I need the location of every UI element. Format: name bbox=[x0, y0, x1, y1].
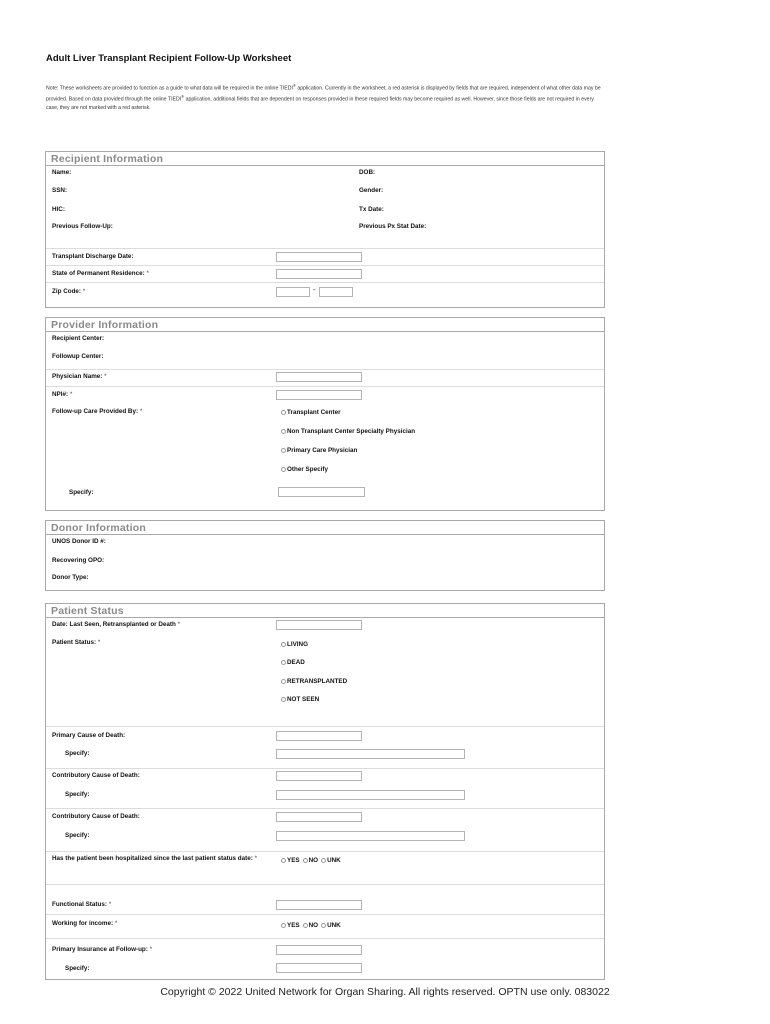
hospitalized-no[interactable] bbox=[303, 857, 318, 864]
primary-insurance-label bbox=[52, 946, 152, 953]
option-label: NO bbox=[308, 922, 319, 929]
registered-mark: ® bbox=[181, 94, 185, 100]
radio-circle-icon[interactable] bbox=[281, 858, 286, 863]
contributory-cause-2-label: Contributory Cause of Death: bbox=[52, 813, 140, 820]
option-label: UNK bbox=[327, 857, 341, 864]
note-text-1: Note: These worksheets are provided to function as a guide to what data will be required in the online TIEDI bbox=[46, 85, 293, 92]
npi-label bbox=[52, 391, 72, 398]
required-mark: * bbox=[114, 920, 118, 927]
registered-mark: ® bbox=[292, 83, 296, 88]
section-title: Patient Status bbox=[51, 605, 124, 617]
patient-status-label bbox=[52, 639, 100, 646]
hospitalized-options bbox=[281, 857, 344, 864]
care-option-primary-care[interactable] bbox=[281, 447, 357, 454]
state-residence-text: State of Permanent Residence: bbox=[52, 270, 145, 277]
section-divider bbox=[46, 534, 604, 535]
radio-circle-icon[interactable] bbox=[281, 660, 286, 665]
patient-status-text: Patient Status: bbox=[52, 639, 97, 646]
ssn-label: SSN: bbox=[52, 187, 68, 194]
contributory-cause-1-label: Contributory Cause of Death: bbox=[52, 772, 140, 779]
specify-label: Specify: bbox=[69, 489, 94, 496]
radio-circle-icon[interactable] bbox=[281, 448, 286, 453]
row-divider bbox=[46, 768, 604, 769]
required-mark: * bbox=[82, 288, 86, 295]
unos-donor-id-label: UNOS Donor ID #: bbox=[52, 538, 106, 545]
worksheet-note bbox=[46, 82, 606, 112]
functional-status-label bbox=[52, 901, 111, 908]
primary-insurance-specify-input[interactable] bbox=[276, 963, 362, 973]
section-divider bbox=[46, 617, 604, 618]
functional-status-input[interactable] bbox=[276, 900, 362, 910]
row-divider bbox=[46, 265, 604, 266]
row-divider bbox=[46, 938, 604, 939]
date-last-seen-input[interactable] bbox=[276, 620, 362, 630]
dob-label: DOB: bbox=[359, 169, 376, 176]
option-label: YES bbox=[287, 857, 300, 864]
radio-circle-icon[interactable] bbox=[303, 923, 308, 928]
required-mark: * bbox=[149, 946, 153, 953]
hospitalized-label bbox=[52, 855, 267, 863]
row-divider bbox=[46, 369, 604, 370]
working-income-text: Working for income: bbox=[52, 920, 114, 927]
row-divider bbox=[46, 808, 604, 809]
specify-label: Specify: bbox=[65, 832, 90, 839]
working-unk[interactable] bbox=[321, 922, 341, 929]
primary-cause-input[interactable] bbox=[276, 731, 362, 741]
radio-circle-icon[interactable] bbox=[281, 697, 286, 702]
row-divider bbox=[46, 726, 604, 727]
npi-text: NPI#: bbox=[52, 391, 69, 398]
contributory-cause-2-input[interactable] bbox=[276, 812, 362, 822]
working-income-options bbox=[281, 922, 344, 929]
name-label: Name: bbox=[52, 169, 72, 176]
copyright-footer: Copyright © 2022 United Network for Organ Sharing. All rights reserved. OPTN use only. 083022 bbox=[160, 986, 610, 998]
gender-label: Gender: bbox=[359, 187, 384, 194]
radio-circle-icon[interactable] bbox=[281, 679, 286, 684]
contributory-cause-1-input[interactable] bbox=[276, 771, 362, 781]
care-option-specialty-physician[interactable] bbox=[281, 428, 415, 435]
required-mark: * bbox=[108, 901, 112, 908]
section-divider bbox=[46, 165, 604, 166]
hic-label: HIC: bbox=[52, 206, 65, 213]
primary-insurance-input[interactable] bbox=[276, 945, 362, 955]
state-residence-input[interactable] bbox=[276, 269, 362, 279]
page-title: Adult Liver Transplant Recipient Follow-Up Worksheet bbox=[46, 53, 292, 64]
zip-extension-input[interactable] bbox=[319, 287, 353, 297]
donor-information-section bbox=[45, 520, 605, 591]
status-option-not-seen[interactable] bbox=[281, 696, 319, 703]
care-option-other[interactable] bbox=[281, 466, 328, 473]
radio-circle-icon[interactable] bbox=[321, 858, 326, 863]
patient-status-section bbox=[45, 603, 605, 980]
radio-circle-icon[interactable] bbox=[281, 923, 286, 928]
section-title: Donor Information bbox=[51, 522, 146, 534]
followup-center-label: Followup Center: bbox=[52, 353, 104, 360]
functional-status-text: Functional Status: bbox=[52, 901, 107, 908]
option-label: NOT SEEN bbox=[287, 696, 320, 703]
recipient-center-label: Recipient Center: bbox=[52, 335, 105, 342]
radio-circle-icon[interactable] bbox=[281, 467, 286, 472]
required-mark: * bbox=[104, 373, 107, 380]
status-option-dead[interactable] bbox=[281, 659, 305, 666]
care-option-transplant-center[interactable] bbox=[281, 409, 341, 416]
radio-circle-icon[interactable] bbox=[281, 429, 286, 434]
care-provided-by-text: Follow-up Care Provided By: bbox=[52, 408, 139, 415]
previous-followup-label: Previous Follow-Up: bbox=[52, 223, 113, 230]
option-label: UNK bbox=[327, 922, 341, 929]
physician-name-input[interactable] bbox=[276, 372, 362, 382]
option-label: DEAD bbox=[287, 659, 305, 666]
radio-circle-icon[interactable] bbox=[281, 410, 286, 415]
specify-label: Specify: bbox=[65, 791, 90, 798]
hospitalized-yes[interactable] bbox=[281, 857, 300, 864]
radio-circle-icon[interactable] bbox=[303, 858, 308, 863]
radio-circle-icon[interactable] bbox=[281, 642, 286, 647]
hospitalized-unk[interactable] bbox=[321, 857, 341, 864]
primary-cause-specify-input[interactable] bbox=[276, 749, 465, 759]
option-label: YES bbox=[287, 922, 300, 929]
state-residence-label bbox=[52, 270, 149, 277]
hospitalized-text: Has the patient been hospitalized since the last patient status date: bbox=[52, 855, 253, 862]
section-title: Provider Information bbox=[51, 319, 159, 331]
row-divider bbox=[46, 248, 604, 249]
provider-information-section bbox=[45, 317, 605, 511]
npi-input[interactable] bbox=[276, 390, 362, 400]
radio-circle-icon[interactable] bbox=[321, 923, 326, 928]
option-label: Primary Care Physician bbox=[287, 447, 358, 454]
required-mark: * bbox=[146, 270, 149, 277]
required-mark: * bbox=[139, 408, 143, 415]
previous-px-stat-date-label: Previous Px Stat Date: bbox=[359, 223, 427, 230]
care-provided-by-label bbox=[52, 408, 142, 415]
zip-code-input[interactable] bbox=[276, 287, 310, 297]
option-label: Non Transplant Center Specialty Physician bbox=[287, 428, 416, 435]
discharge-date-input[interactable] bbox=[276, 252, 362, 262]
option-label: LIVING bbox=[287, 641, 308, 648]
tx-date-label: Tx Date: bbox=[359, 206, 384, 213]
section-divider bbox=[46, 331, 604, 332]
required-mark: * bbox=[254, 855, 258, 862]
required-mark: * bbox=[69, 391, 73, 398]
note-text-2: application. Currently in the worksheet, a red asterisk is displayed by fields that are required, independent of what other data may be provided. Based on data provided through the online TIEDI bbox=[46, 85, 601, 103]
date-last-seen-label bbox=[52, 621, 180, 628]
note-text-3: application, additional fields that are dependent on responses provided in these required fields may become required as well. However, since those fields are not required in every case, they are not marked with a red asterisk. bbox=[46, 96, 594, 112]
working-no[interactable] bbox=[303, 922, 318, 929]
row-divider bbox=[46, 851, 604, 852]
donor-type-label: Donor Type: bbox=[52, 574, 89, 581]
primary-insurance-text: Primary Insurance at Follow-up: bbox=[52, 946, 148, 953]
zip-dash: - bbox=[313, 287, 316, 294]
row-divider bbox=[46, 884, 604, 885]
required-mark: * bbox=[177, 621, 181, 628]
working-income-label bbox=[52, 920, 117, 927]
contributory-cause-1-specify-input[interactable] bbox=[276, 790, 465, 800]
date-last-seen-text: Date: Last Seen, Retransplanted or Death bbox=[52, 621, 176, 628]
physician-name-text: Physician Name: bbox=[52, 373, 103, 380]
option-label: Transplant Center bbox=[287, 409, 341, 416]
option-label: Other Specify bbox=[287, 466, 328, 473]
status-option-living[interactable] bbox=[281, 641, 308, 648]
row-divider bbox=[46, 386, 604, 387]
required-mark: * bbox=[97, 639, 101, 646]
discharge-date-label: Transplant Discharge Date: bbox=[52, 253, 134, 260]
primary-cause-label: Primary Cause of Death: bbox=[52, 732, 126, 739]
physician-name-label bbox=[52, 373, 107, 380]
other-specify-input[interactable] bbox=[278, 487, 365, 497]
specify-label: Specify: bbox=[65, 965, 90, 972]
recipient-information-section bbox=[45, 151, 605, 308]
contributory-cause-2-specify-input[interactable] bbox=[276, 831, 465, 841]
option-label: RETRANSPLANTED bbox=[287, 678, 348, 685]
recovering-opo-label: Recovering OPO: bbox=[52, 557, 105, 564]
option-label: NO bbox=[308, 857, 319, 864]
section-title: Recipient Information bbox=[51, 153, 164, 165]
row-divider bbox=[46, 282, 604, 283]
row-divider bbox=[46, 914, 604, 915]
zip-code-text: Zip Code: bbox=[52, 288, 82, 295]
zip-code-label bbox=[52, 288, 85, 295]
specify-label: Specify: bbox=[65, 750, 90, 757]
working-yes[interactable] bbox=[281, 922, 300, 929]
status-option-retransplanted[interactable] bbox=[281, 678, 347, 685]
